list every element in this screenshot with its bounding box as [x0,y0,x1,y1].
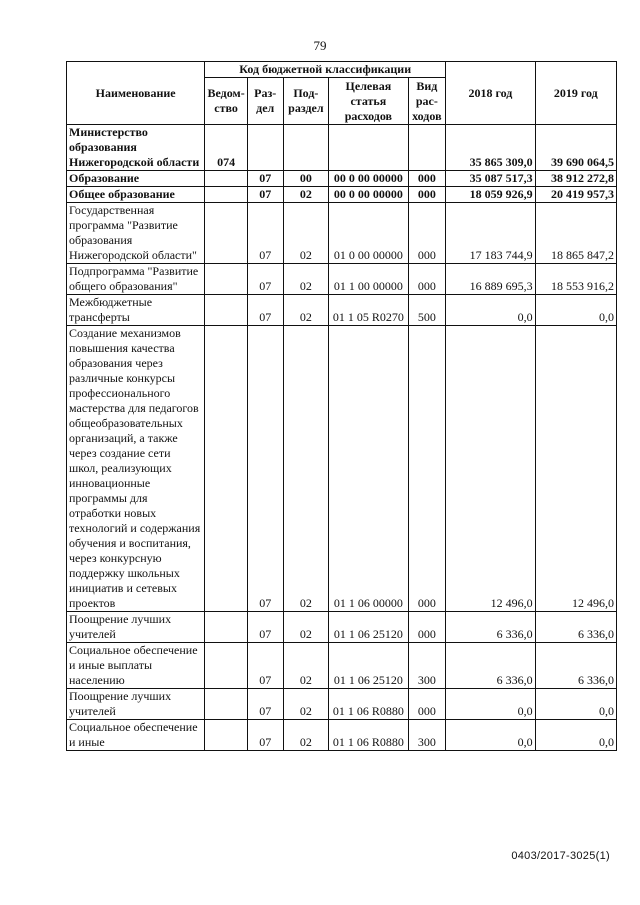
cell-2019: 12 496,0 [535,326,616,612]
header-vid [408,78,446,125]
cell-vedomstvo [205,171,248,187]
header-name: Наименование [67,62,205,125]
cell-podrazdel: 00 [283,171,329,187]
cell-2019: 6 336,0 [535,643,616,689]
page-number: 79 [313,38,327,53]
cell-celevaya: 01 1 06 25120 [329,612,408,643]
cell-razdel: 07 [247,326,283,612]
table-row [67,295,617,326]
cell-2019: 38 912 272,8 [535,171,616,187]
header-vedomstvo-text: Ведом-ство [207,86,245,115]
cell-razdel: 07 [247,689,283,720]
table-row [67,264,617,295]
cell-name: Государственная программа "Развитие образования Нижегородской области" [67,203,205,264]
document-code: 0403/2017-3025(1) [511,850,610,862]
cell-vedomstvo [205,643,248,689]
cell-vedomstvo: 074 [205,125,248,171]
cell-2019: 0,0 [535,295,616,326]
cell-razdel: 07 [247,264,283,295]
cell-podrazdel: 02 [283,187,329,203]
budget-table [66,61,617,751]
cell-vedomstvo [205,187,248,203]
cell-podrazdel: 02 [283,326,329,612]
cell-2019: 18 553 916,2 [535,264,616,295]
cell-celevaya: 01 1 06 R0880 [329,720,408,751]
cell-podrazdel: 02 [283,264,329,295]
cell-razdel: 07 [247,203,283,264]
cell-vid: 000 [408,203,446,264]
table-body [67,125,617,751]
cell-podrazdel: 02 [283,203,329,264]
header-celevaya-text: Целевая статья расходов [344,78,393,123]
cell-name: Поощрение лучших учителей [67,612,205,643]
cell-podrazdel: 02 [283,295,329,326]
table-row [67,689,617,720]
cell-2019: 20 419 957,3 [535,187,616,203]
cell-razdel [247,125,283,171]
cell-celevaya: 01 1 05 R0270 [329,295,408,326]
cell-razdel: 07 [247,295,283,326]
header-podrazdel [283,78,329,125]
cell-celevaya: 01 1 06 R0880 [329,689,408,720]
header-2018: 2018 год [446,62,535,125]
cell-vid [408,125,446,171]
cell-vedomstvo [205,689,248,720]
header-celevaya [329,78,408,125]
table-row [67,125,617,171]
cell-2019: 0,0 [535,720,616,751]
cell-podrazdel: 02 [283,612,329,643]
cell-celevaya [329,125,408,171]
cell-razdel: 07 [247,187,283,203]
cell-podrazdel [283,125,329,171]
header-razdel [247,78,283,125]
cell-name: Образование [67,171,205,187]
cell-celevaya: 00 0 00 00000 [329,171,408,187]
cell-celevaya: 01 1 06 25120 [329,643,408,689]
header-vedomstvo [205,78,248,125]
cell-2018: 6 336,0 [446,643,535,689]
header-razdel-text: Раз-дел [254,86,277,115]
header-row-1 [67,62,617,78]
cell-name: Социальное обеспечение и иные выплаты населению [67,643,205,689]
table-row [67,612,617,643]
cell-celevaya: 01 1 06 00000 [329,326,408,612]
cell-podrazdel: 02 [283,720,329,751]
cell-vedomstvo [205,612,248,643]
cell-razdel: 07 [247,643,283,689]
table-row [67,171,617,187]
cell-2018: 0,0 [446,720,535,751]
cell-vid: 000 [408,171,446,187]
cell-name: Создание механизмов повышения качества образования через различные конкурсы профессионального мастерства для педагогов общеобразовательных организаций, а также через создание сети школ, реализующих инновационные программы для отработки новых технологий и содержания обучения и воспитания, через конкурсную поддержку школьных инициатив и сетевых проектов [67,326,205,612]
cell-2019: 6 336,0 [535,612,616,643]
cell-name: Социальное обеспечение и иные [67,720,205,751]
cell-2018: 16 889 695,3 [446,264,535,295]
cell-vid: 000 [408,689,446,720]
cell-vid: 300 [408,720,446,751]
cell-2018: 6 336,0 [446,612,535,643]
header-vid-text: Вид рас-ходов [412,78,442,123]
cell-vedomstvo [205,295,248,326]
cell-2018: 35 087 517,3 [446,171,535,187]
cell-name: Подпрограмма "Развитие общего образования" [67,264,205,295]
cell-name: Межбюджетные трансферты [67,295,205,326]
cell-vid: 000 [408,187,446,203]
cell-2018: 18 059 926,9 [446,187,535,203]
cell-vid: 500 [408,295,446,326]
cell-razdel: 07 [247,612,283,643]
header-podrazdel-text: Под-раздел [288,86,324,115]
cell-vedomstvo [205,264,248,295]
table-row [67,720,617,751]
cell-celevaya: 01 0 00 00000 [329,203,408,264]
cell-podrazdel: 02 [283,643,329,689]
cell-podrazdel: 02 [283,689,329,720]
cell-2018: 17 183 744,9 [446,203,535,264]
table-row [67,187,617,203]
cell-vedomstvo [205,326,248,612]
cell-celevaya: 01 1 00 00000 [329,264,408,295]
cell-2018: 0,0 [446,689,535,720]
header-code-group: Код бюджетной классификации [205,62,446,78]
cell-vedomstvo [205,720,248,751]
table-row [67,203,617,264]
cell-razdel: 07 [247,720,283,751]
cell-2018: 12 496,0 [446,326,535,612]
cell-2019: 0,0 [535,689,616,720]
cell-celevaya: 00 0 00 00000 [329,187,408,203]
table-row [67,326,617,612]
cell-vedomstvo [205,203,248,264]
table-row [67,643,617,689]
cell-2019: 39 690 064,5 [535,125,616,171]
cell-name: Общее образование [67,187,205,203]
cell-name: Министерство образования Нижегородской области [67,125,205,171]
header-2019: 2019 год [535,62,616,125]
cell-2019: 18 865 847,2 [535,203,616,264]
cell-name: Поощрение лучших учителей [67,689,205,720]
cell-vid: 000 [408,326,446,612]
cell-razdel: 07 [247,171,283,187]
cell-vid: 300 [408,643,446,689]
cell-vid: 000 [408,264,446,295]
cell-vid: 000 [408,612,446,643]
cell-2018: 35 865 309,0 [446,125,535,171]
cell-2018: 0,0 [446,295,535,326]
